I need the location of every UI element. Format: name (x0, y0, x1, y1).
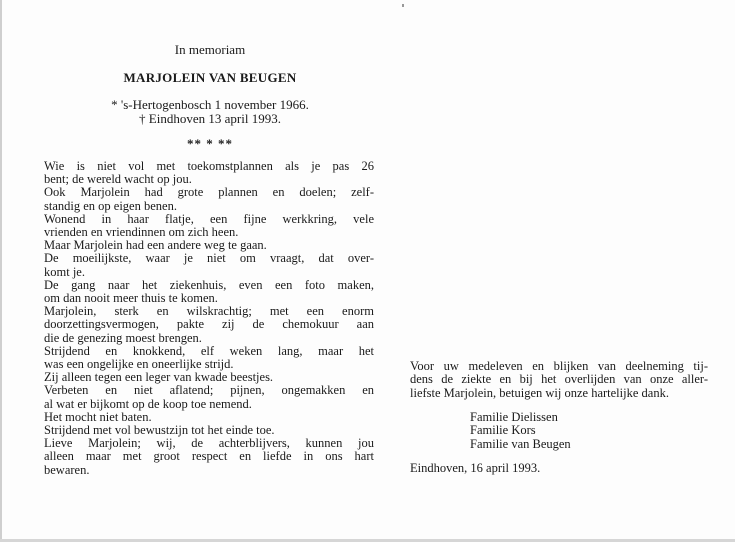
poem-line: Lieve Marjolein; wij, de achterblijvers, kunnen jou (44, 436, 374, 451)
card-left-edge (0, 0, 2, 542)
thanks-line: Voor uw medeleven en blijken van deelneming tij- (410, 359, 708, 373)
poem-line: De moeilijkste, waar je niet om vraagt, dat over- (44, 251, 374, 266)
poem-line: bewaren. (44, 462, 90, 477)
poem-line: alleen maar met groot respect en liefde in ons hart (44, 449, 374, 464)
family-name: Familie Kors (470, 423, 536, 438)
poem-line: doorzettingsvermogen, pakte zij de chemokuur aan (44, 317, 374, 332)
poem-line: om dan nooit meer thuis te komen. (44, 291, 218, 306)
family-name: Familie van Beugen (470, 436, 571, 451)
family-signatures (470, 411, 571, 451)
thanks-line: liefste Marjolein, betuigen wij onze hartelijke dank. (410, 385, 669, 400)
poem-line: Wonend in haar flatje, een fijne werkkring, vele (44, 211, 374, 226)
poem-line: De gang naar het ziekenhuis, even een foto maken, (44, 277, 374, 292)
print-speck (402, 4, 404, 7)
memorial-poem (44, 160, 374, 477)
star-divider: ** * ** (187, 136, 233, 151)
poem-line: standig en op eigen benen. (44, 198, 177, 213)
thank-you-note (410, 360, 708, 400)
poem-line: Verbeten en niet aflatend; pijnen, ongemakken en (44, 383, 374, 398)
poem-line: Het mocht niet baten. (44, 409, 152, 424)
poem-line: Marjolein, sterk en wilskrachtig; met een enorm (44, 304, 374, 319)
life-dates (40, 98, 380, 126)
death-line: † Eindhoven 13 april 1993. (139, 111, 281, 126)
memoriam-heading: In memoriam (174, 42, 246, 57)
poem-line: Ook Marjolein had grote plannen en doelen; zelf- (44, 185, 374, 200)
poem-line: Strijdend en knokkend, elf weken lang, maar het (44, 343, 374, 358)
birth-line: * 's-Hertogenbosch 1 november 1966. (111, 97, 309, 112)
place-and-date: Eindhoven, 16 april 1993. (410, 461, 541, 475)
poem-line: Strijdend met vol bewustzijn tot het einde toe. (44, 423, 275, 438)
thanks-line: dens de ziekte en bij het overlijden van onze aller- (410, 372, 708, 387)
poem-line: komt je. (44, 264, 85, 279)
poem-line: Maar Marjolein had een andere weg te gaan. (44, 238, 267, 253)
poem-line: al wat er bijkomt op de koop toe nemend. (44, 396, 252, 411)
family-name: Familie Dielissen (470, 410, 558, 424)
poem-line: die de genezing moest brengen. (44, 330, 202, 345)
poem-line: vrienden en vriendinnen om zich heen. (44, 225, 239, 240)
poem-line: bent; de wereld wacht op jou. (44, 172, 192, 187)
poem-line: Wie is niet vol met toekomstplannen als je pas 26 (44, 159, 374, 173)
deceased-name: MARJOLEIN VAN BEUGEN (123, 70, 297, 85)
poem-line: Zij alleen tegen een leger van kwade beestjes. (44, 370, 274, 385)
poem-line: was een ongelijke en oneerlijke strijd. (44, 357, 234, 372)
